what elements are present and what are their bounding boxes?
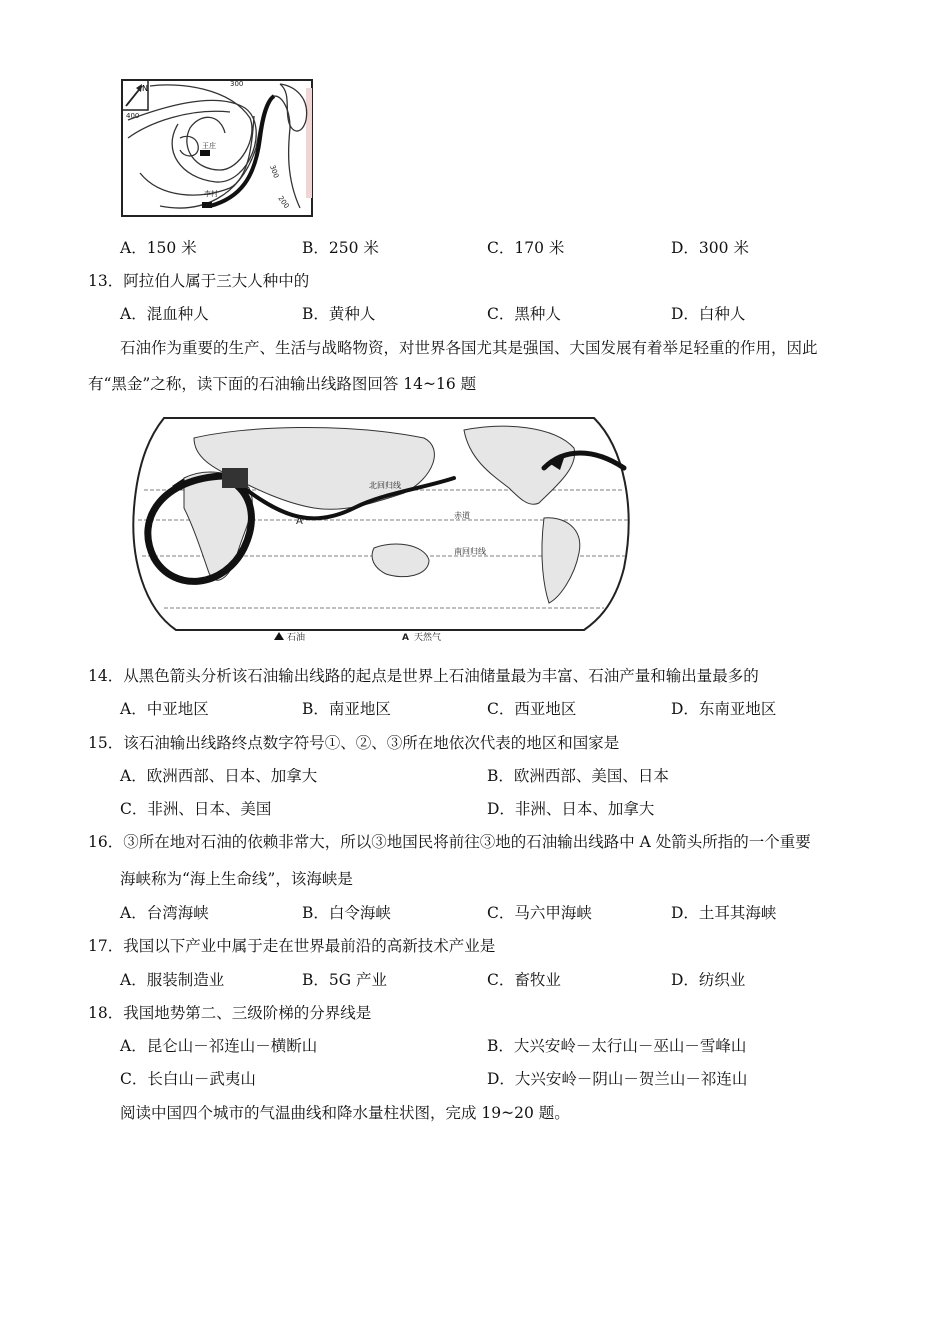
q18-stem: 18．我国地势第二、三级阶梯的分界线是 bbox=[88, 1004, 372, 1022]
q15-option-b[interactable]: B．欧洲西部、美国、日本 bbox=[487, 767, 669, 785]
q16-option-c[interactable]: C．马六甲海峡 bbox=[487, 904, 592, 922]
oil-field-symbol bbox=[222, 468, 248, 488]
q14-option-b[interactable]: B．南亚地区 bbox=[302, 700, 391, 718]
q13-option-d[interactable]: D．白种人 bbox=[671, 305, 746, 323]
legend-gas: 天然气 bbox=[414, 633, 442, 643]
q18-option-b[interactable]: B．大兴安岭－太行山－巫山－雪峰山 bbox=[487, 1037, 747, 1055]
tropic-of-capricorn-label: 南回归线 bbox=[454, 547, 486, 556]
q17-stem: 17．我国以下产业中属于走在世界最前沿的高新技术产业是 bbox=[88, 937, 496, 955]
q13-option-b[interactable]: B．黄种人 bbox=[302, 305, 376, 323]
q18-option-a[interactable]: A．昆仑山－祁连山－横断山 bbox=[120, 1037, 318, 1055]
q17-option-b[interactable]: B．5G 产业 bbox=[302, 971, 388, 989]
q17-option-d[interactable]: D．纺织业 bbox=[671, 971, 746, 989]
world-oil-map bbox=[124, 408, 636, 646]
tropic-of-cancer-label: 北回归线 bbox=[369, 481, 401, 490]
q16-option-b[interactable]: B．白令海峡 bbox=[302, 904, 391, 922]
strait-a-label: A bbox=[296, 516, 303, 527]
passage-climate: 阅读中国四个城市的气温曲线和降水量柱状图，完成 19~20 题。 bbox=[120, 1104, 570, 1122]
passage-oil-line1: 石油作为重要的生产、生活与战略物资，对世界各国尤其是强国、大国发展有着举足轻重的作用，因此 bbox=[120, 339, 818, 357]
contour-label: 400 bbox=[126, 112, 140, 120]
north-label: N bbox=[142, 84, 148, 93]
oil-legend-icon bbox=[274, 632, 284, 640]
gas-legend-icon: A bbox=[402, 633, 409, 643]
equator-label: 赤道 bbox=[454, 511, 470, 520]
q13-stem: 13．阿拉伯人属于三大人种中的 bbox=[88, 272, 310, 290]
q12-option-c[interactable]: C．170 米 bbox=[487, 239, 565, 257]
q12-option-b[interactable]: B．250 米 bbox=[302, 239, 379, 257]
contour-label: 300 bbox=[230, 80, 244, 88]
village-marker bbox=[200, 150, 210, 156]
q15-option-a[interactable]: A．欧洲西部、日本、加拿大 bbox=[120, 767, 318, 785]
contour-label: 200 bbox=[276, 194, 291, 211]
legend-oil: 石油 bbox=[287, 633, 306, 643]
q12-option-d[interactable]: D．300 米 bbox=[671, 239, 749, 257]
q16-stem-line2: 海峡称为“海上生命线”，该海峡是 bbox=[120, 870, 353, 888]
place-label: 李村 bbox=[204, 190, 218, 198]
q14-option-a[interactable]: A．中亚地区 bbox=[120, 700, 209, 718]
contour-label: 300 bbox=[268, 163, 281, 180]
q15-option-d[interactable]: D．非洲、日本、加拿大 bbox=[487, 800, 655, 818]
q13-option-c[interactable]: C．黑种人 bbox=[487, 305, 561, 323]
q16-option-a[interactable]: A．台湾海峡 bbox=[120, 904, 209, 922]
q14-option-c[interactable]: C．西亚地区 bbox=[487, 700, 577, 718]
q14-stem: 14．从黑色箭头分析该石油输出线路的起点是世界上石油储量最为丰富、石油产量和输出量最多的 bbox=[88, 667, 759, 685]
q16-stem-line1: 16．③所在地对石油的依赖非常大，所以③地国民将前往③地的石油输出线路中 A 处箭头所指的一个重要 bbox=[88, 833, 811, 851]
q15-stem: 15．该石油输出线路终点数字符号①、②、③所在地依次代表的地区和国家是 bbox=[88, 734, 620, 752]
q14-option-d[interactable]: D．东南亚地区 bbox=[671, 700, 777, 718]
q17-option-a[interactable]: A．服装制造业 bbox=[120, 971, 225, 989]
q12-option-a[interactable]: A．150 米 bbox=[120, 239, 197, 257]
contour-map bbox=[120, 78, 316, 220]
village-marker bbox=[202, 202, 212, 208]
q18-option-d[interactable]: D．大兴安岭－阴山－贺兰山－祁连山 bbox=[487, 1070, 748, 1088]
q16-option-d[interactable]: D．土耳其海峡 bbox=[671, 904, 777, 922]
q13-option-a[interactable]: A．混血种人 bbox=[120, 305, 209, 323]
q15-option-c[interactable]: C．非洲、日本、美国 bbox=[120, 800, 272, 818]
q17-option-c[interactable]: C．畜牧业 bbox=[487, 971, 561, 989]
passage-oil-line2: 有“黑金”之称，读下面的石油输出线路图回答 14~16 题 bbox=[88, 375, 477, 393]
place-label: 王庄 bbox=[202, 142, 216, 150]
q18-option-c[interactable]: C．长白山－武夷山 bbox=[120, 1070, 256, 1088]
